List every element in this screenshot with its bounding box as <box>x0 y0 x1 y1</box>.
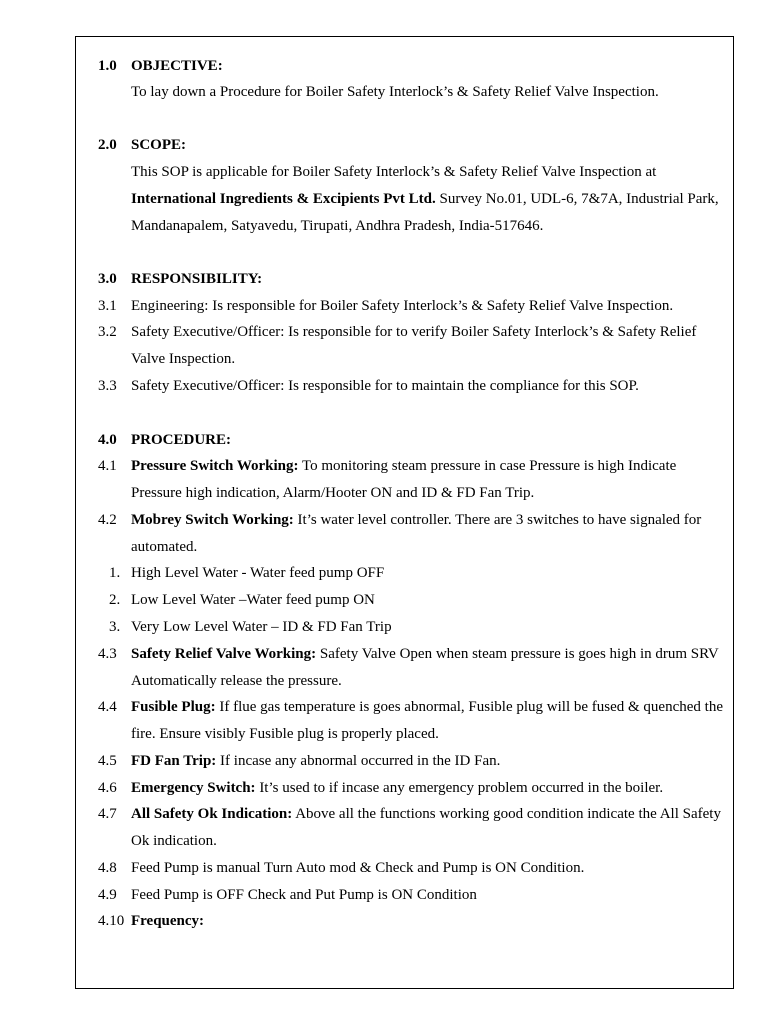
procedure-item-continuation: Ok indication. <box>131 833 217 849</box>
responsibility-item: 3.2 Safety Executive/Officer: Is responsible for to verify Boiler Safety Interlock’s & Safety Relief <box>98 324 697 340</box>
section-number: 4.0 <box>98 432 117 448</box>
procedure-item: 4.8 Feed Pump is manual Turn Auto mod & Check and Pump is ON Condition. <box>98 860 585 876</box>
procedure-item: 4.1 Pressure Switch Working: To monitoring steam pressure in case Pressure is high Indicate <box>98 458 677 474</box>
objective-text: To lay down a Procedure for Boiler Safety Interlock’s & Safety Relief Valve Inspection. <box>131 84 659 100</box>
section-heading: PROCEDURE: <box>131 432 231 448</box>
procedure-item: 4.3 Safety Relief Valve Working: Safety Valve Open when steam pressure is goes high in drum SRV <box>98 646 719 662</box>
scope-text-line: Mandanapalem, Satyavedu, Tirupati, Andhra Pradesh, India-517646. <box>131 218 544 234</box>
procedure-item-continuation: Automatically release the pressure. <box>131 673 342 689</box>
section-number: 3.0 <box>98 271 117 287</box>
section-heading: RESPONSIBILITY: <box>131 271 263 287</box>
procedure-item: 4.5 FD Fan Trip: If incase any abnormal occurred in the ID Fan. <box>98 753 501 769</box>
sub-list-item: 2. Low Level Water –Water feed pump ON <box>109 592 375 608</box>
section-responsibility-heading <box>76 266 733 293</box>
scope-text-line: This SOP is applicable for Boiler Safety Interlock’s & Safety Relief Valve Inspection at <box>131 164 657 180</box>
sub-list-item: 1. High Level Water - Water feed pump OFF <box>109 565 385 581</box>
procedure-item: 4.4 Fusible Plug: If flue gas temperature is goes abnormal, Fusible plug will be fused & quenched the <box>98 699 723 715</box>
procedure-item: 4.2 Mobrey Switch Working: It’s water level controller. There are 3 switches to have signaled for <box>98 512 702 528</box>
company-name: International Ingredients & Excipients Pvt Ltd. <box>131 191 436 207</box>
procedure-item-continuation: Pressure high indication, Alarm/Hooter ON and ID & FD Fan Trip. <box>131 485 535 501</box>
procedure-item: 4.10 Frequency: <box>98 913 205 929</box>
document-page <box>75 36 734 989</box>
scope-text-line: International Ingredients & Excipients Pvt Ltd. Survey No.01, UDL-6, 7&7A, Industrial Park, <box>131 191 719 207</box>
procedure-item-continuation: automated. <box>131 539 198 555</box>
sub-list-item: 3. Very Low Level Water – ID & FD Fan Trip <box>109 619 392 635</box>
section-procedure-heading <box>76 427 733 454</box>
procedure-item-continuation: fire. Ensure visibly Fusible plug is properly placed. <box>131 726 439 742</box>
procedure-item: 4.7 All Safety Ok Indication: Above all the functions working good condition indicate the All Safety <box>98 806 721 822</box>
responsibility-item-continuation: Valve Inspection. <box>131 351 236 367</box>
procedure-item: 4.6 Emergency Switch: It’s used to if incase any emergency problem occurred in the boiler. <box>98 780 664 796</box>
section-scope-heading <box>76 132 733 159</box>
section-number: 2.0 <box>98 137 117 153</box>
section-heading: OBJECTIVE: <box>131 58 223 74</box>
procedure-item: 4.9 Feed Pump is OFF Check and Put Pump is ON Condition <box>98 887 477 903</box>
section-heading: SCOPE: <box>131 137 187 153</box>
responsibility-item: 3.3 Safety Executive/Officer: Is responsible for to maintain the compliance for this SOP. <box>98 378 639 394</box>
responsibility-item: 3.1 Engineering: Is responsible for Boiler Safety Interlock’s & Safety Relief Valve Inspection. <box>98 298 674 314</box>
section-number: 1.0 <box>98 58 117 74</box>
section-objective-heading <box>76 53 733 80</box>
